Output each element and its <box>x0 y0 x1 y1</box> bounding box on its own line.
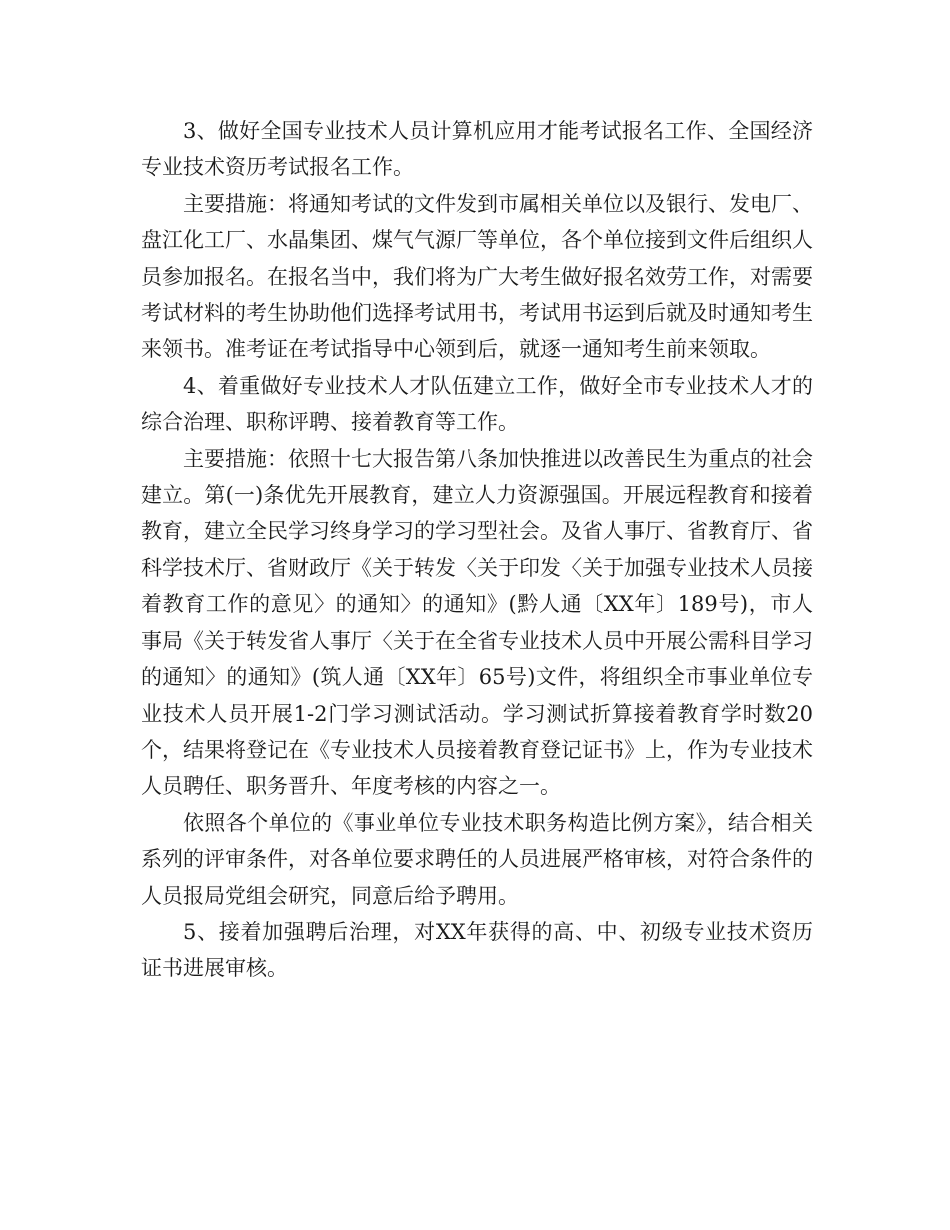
document-body <box>141 113 813 987</box>
paragraph-appointment-review: 依照各个单位的《事业单位专业技术职务构造比例方案》，结合相关系列的评审条件，对各单位要求聘任的人员进展严格审核，对符合条件的人员报局党组会研究，同意后给予聘用。 <box>141 810 813 908</box>
paragraph-item-5-certificate-review: 5、接着加强聘后治理，对XX年获得的高、中、初级专业技术资历证书进展审核。 <box>141 919 813 981</box>
paragraph-main-measures-registration: 主要措施：将通知考试的文件发到市属相关单位以及银行、发电厂、盘江化工厂、水晶集团、煤气气源厂等单位，各个单位接到文件后组织人员参加报名。在报名当中，我们将为广大考生做好报名效劳工作，对需要考试材料的考生协助他们选择考试用书，考试用书运到后就及时通知考生来领书。准考证在考试指导中心领到后，就逐一通知考生前来领取。 <box>141 191 813 362</box>
paragraph-item-3-exam-registration: 3、做好全国专业技术人员计算机应用才能考试报名工作、全国经济专业技术资历考试报名工作。 <box>141 119 813 180</box>
paragraph-item-4-talent-team: 4、着重做好专业技术人才队伍建立工作，做好全市专业技术人才的综合治理、职称评聘、接着教育等工作。 <box>141 373 813 435</box>
paragraph-main-measures-education: 主要措施：依照十七大报告第八条加快推进以改善民生为重点的社会建立。第(一)条优先开展教育，建立人力资源强国。开展远程教育和接着教育，建立全民学习终身学习的学习型社会。及省人事厅、省教育厅、省科学技术厅、省财政厅《关于转发〈关于印发〈关于加强专业技术人员接着教育工作的意见〉的通知〉的通知》(黔人通〔XX年〕189号)，市人事局《关于转发省人事厅〈关于在全省专业技术人员中开展公需科目学习的通知〉的通知》(筑人通〔XX年〕65号)文件，将组织全市事业单位专业技术人员开展1-2门学习测试活动。学习测试折算接着教育学时数20个，结果将登记在《专业技术人员接着教育登记证书》上，作为专业技术人员聘任、职务晋升、年度考核的内容之一。 <box>141 446 813 799</box>
